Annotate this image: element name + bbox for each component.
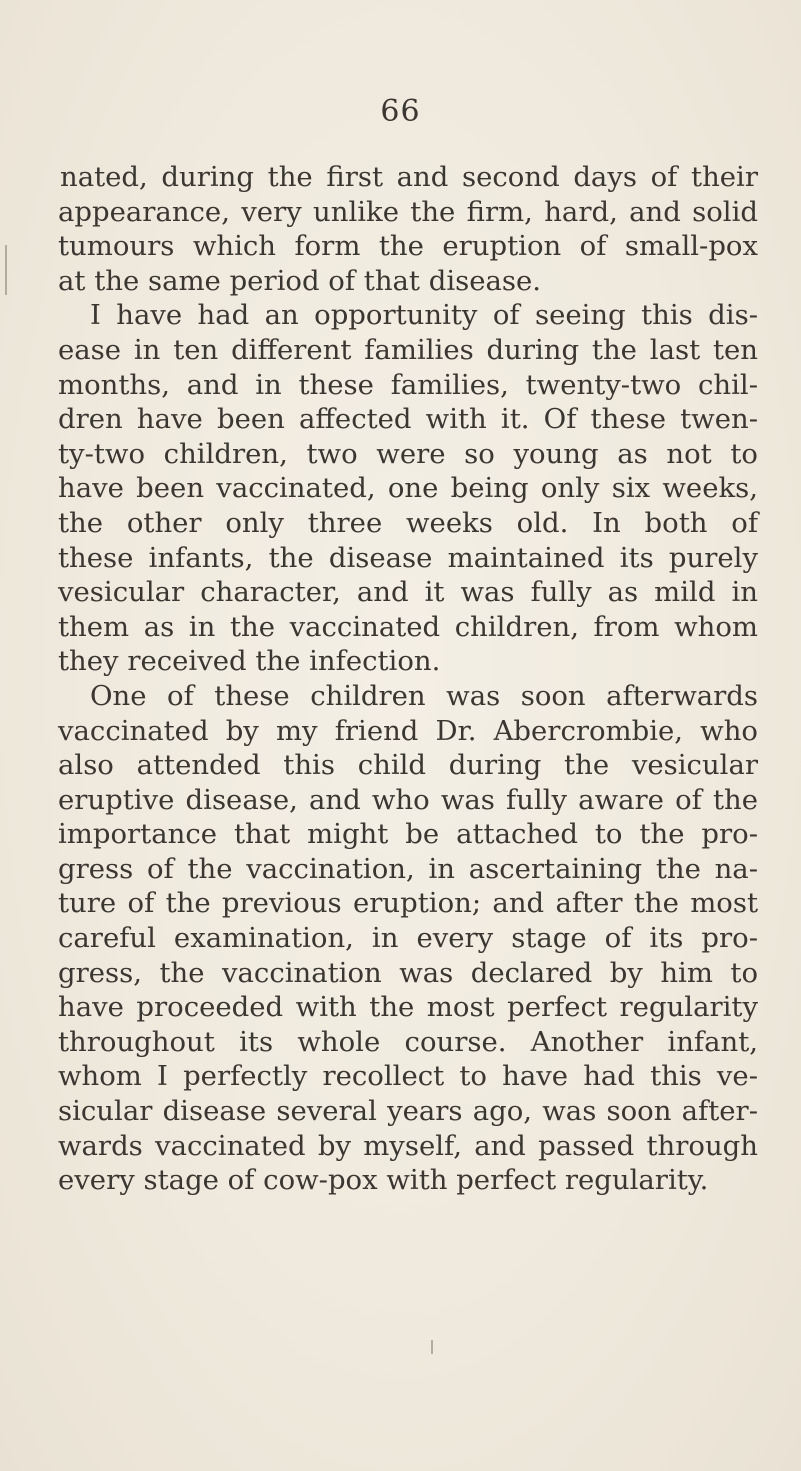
text-line: months, and in these families, twenty-two chil- bbox=[58, 368, 758, 401]
text-line: One of these children was soon afterwards bbox=[90, 679, 758, 712]
text-line: dren have been affected with it. Of these twen- bbox=[58, 403, 758, 436]
text-line: whom I perfectly recollect to have had this ve- bbox=[58, 1060, 758, 1093]
text-line: careful examination, in every stage of its pro- bbox=[58, 922, 758, 955]
text-line: ease in ten different families during the last ten bbox=[58, 333, 758, 366]
text-line: every stage of cow-pox with perfect regularity. bbox=[58, 1164, 709, 1197]
body-text bbox=[58, 160, 758, 1198]
text-line: them as in the vaccinated children, from whom bbox=[58, 610, 758, 643]
text-line: ty-two children, two were so young as not to bbox=[58, 437, 758, 470]
page-number: 66 bbox=[380, 94, 421, 129]
text-line: vesicular character, and it was fully as mild in bbox=[58, 576, 758, 609]
text-line: at the same period of that disease. bbox=[58, 264, 542, 297]
text-line: have proceeded with the most perfect regularity bbox=[58, 991, 758, 1024]
text-line: gress, the vaccination was declared by him to bbox=[58, 956, 758, 989]
text-line: eruptive disease, and who was fully aware of the bbox=[58, 783, 758, 816]
text-line: also attended this child during the vesicular bbox=[58, 749, 758, 782]
text-line: these infants, the disease maintained its purely bbox=[58, 541, 758, 574]
text-line: the other only three weeks old. In both of bbox=[58, 506, 758, 539]
text-line: importance that might be attached to the pro- bbox=[58, 818, 758, 851]
text-line: nated, during the first and second days of their bbox=[60, 161, 758, 193]
text-line: have been vaccinated, one being only six weeks, bbox=[58, 472, 758, 505]
text-line: throughout its whole course. Another infant, bbox=[58, 1025, 758, 1058]
text-line: I have had an opportunity of seeing this dis- bbox=[90, 299, 758, 332]
text-line: they received the infection. bbox=[58, 645, 441, 678]
margin-mark-left bbox=[5, 245, 7, 295]
text-line: sicular disease several years ago, was soon after- bbox=[58, 1095, 758, 1128]
text-line: wards vaccinated by myself, and passed through bbox=[58, 1129, 758, 1162]
text-line: ture of the previous eruption; and after the most bbox=[58, 887, 758, 920]
text-line: vaccinated by my friend Dr. Abercrombie, who bbox=[58, 714, 758, 747]
text-line: gress of the vaccination, in ascertaining the na- bbox=[58, 852, 758, 885]
text-line: tumours which form the eruption of small-pox bbox=[58, 230, 758, 263]
margin-mark-bottom bbox=[431, 1340, 433, 1354]
text-line: appearance, very unlike the firm, hard, and solid bbox=[58, 195, 758, 228]
